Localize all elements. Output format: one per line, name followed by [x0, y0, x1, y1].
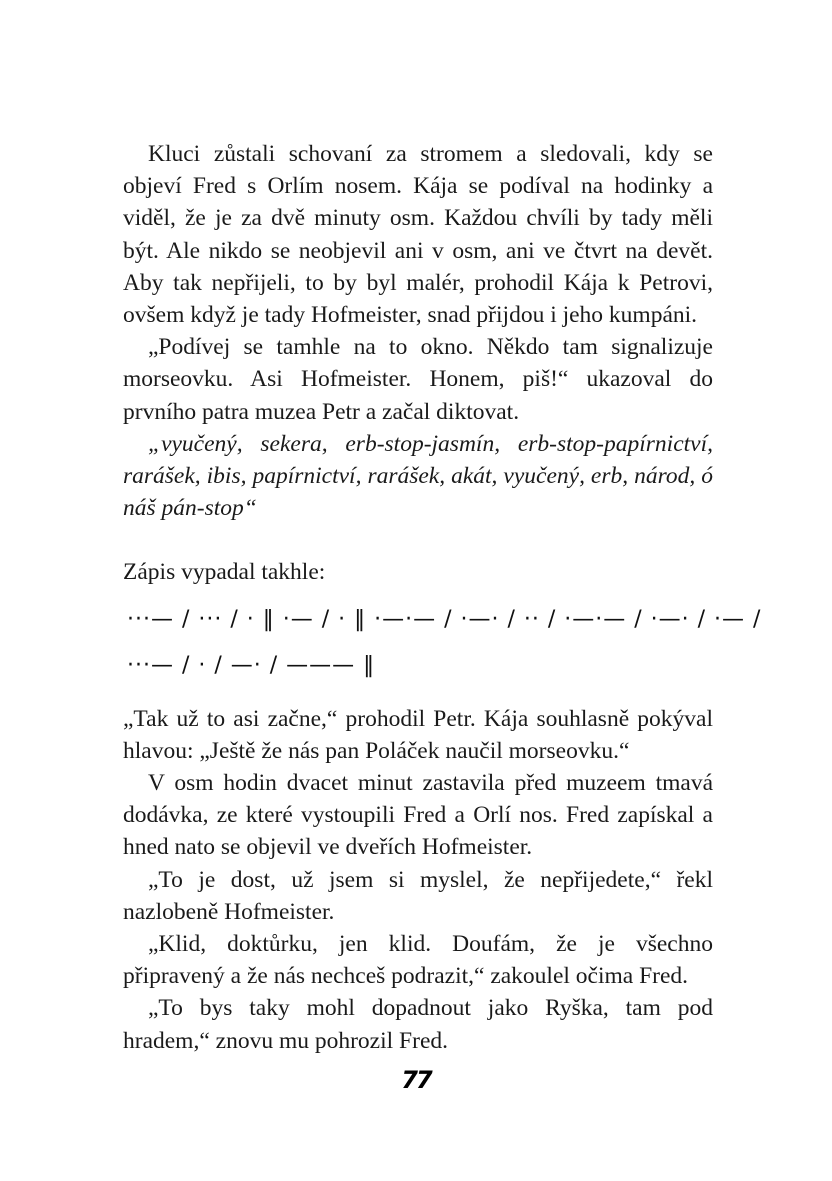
page-number: 77 [401, 1066, 431, 1094]
paragraph-intro: Kluci zůstali schovaní za stromem a sledovali, kdy se objeví Fred s Orlím nosem. Kája se podíval na hodinky a viděl, že je za dvě minuty osm. Každou chvíli by tady měli být. Ale nikdo se neobjevil ani v osm, ani ve čtvrt na devět. Aby tak nepřijeli, to by byl malér, prohodil Kája k Petrovi, ovšem když je tady Hofmeister, snad přijdou i jeho kumpáni. [123, 141, 713, 329]
paragraph-fred-calm: „Klid, doktůrku, jen klid. Doufám, že je všechno připravený a že nás nechceš podrazit,“ zakoulel očima Fred. [123, 931, 713, 990]
page-body [123, 138, 762, 1057]
paragraph-van-arrives: V osm hodin dvacet minut zastavila před muzeem tmavá dodávka, ze které vystoupili Fred a Orlí nos. Fred zapískal a hned nato se objevil ve dveřích Hofmeister. [123, 770, 713, 861]
morse-line-1: ···— / ··· / · ‖ ·— / · ‖ ·—·— / ·—· / ·· / ·—·— / ·—· / ·— / [127, 606, 762, 632]
morse-code-block [123, 597, 762, 689]
paragraph-fred-threat: „To bys taky mohl dopadnout jako Ryška, tam pod hradem,“ znovu mu pohrozil Fred. [123, 995, 713, 1054]
paragraph-dialogue-window: „Podívej se tamhle na to okno. Někdo tam signalizuje morseovku. Asi Hofmeister. Honem, piš!“ ukazoval do prvního patra muzea Petr a začal diktovat. [123, 334, 713, 425]
paragraph-start: „Tak už to asi začne,“ prohodil Petr. Kája souhlasně pokýval hlavou: „Ještě že nás pan Poláček naučil morseovku.“ [123, 705, 713, 764]
record-label: Zápis vypadal takhle: [123, 559, 326, 586]
paragraph-dictation: „vyučený, sekera, erb-stop-jasmín, erb-stop-papírnictví, rarášek, ibis, papírnictví, rarášek, akát, vyučený, erb, národ, ó náš pán-stop“ [123, 430, 713, 522]
paragraph-hofmeister: „To je dost, už jsem si myslel, že nepřijedete,“ řekl nazlobeně Hofmeister. [123, 866, 713, 925]
morse-line-2: ···— / · / —· / ——— ‖ [127, 652, 376, 678]
